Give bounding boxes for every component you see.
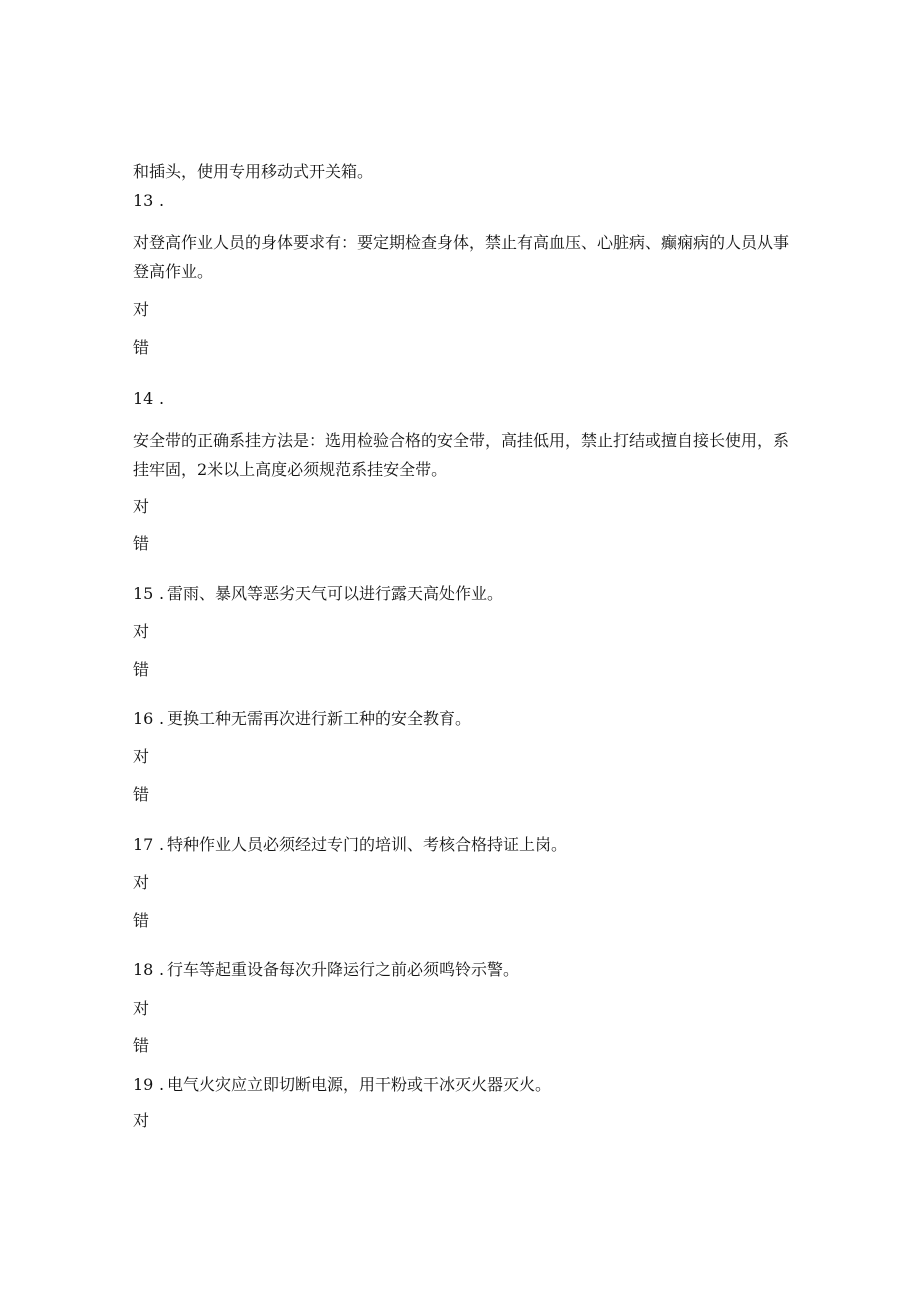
question-18 <box>133 956 519 984</box>
question-19-option-true[interactable]: 对 <box>133 1111 150 1130</box>
question-text: 行车等起重设备每次升降运行之前必须鸣铃示警。 <box>167 960 520 979</box>
question-13-option-true[interactable]: 对 <box>133 300 150 319</box>
question-16 <box>133 705 471 733</box>
question-text: 特种作业人员必须经过专门的培训、考核合格持证上岗。 <box>167 835 568 854</box>
question-14-text: 安全带的正确系挂方法是：选用检验合格的安全带，高挂低用，禁止打结或擅自接长使用，系挂牢固，2米以上高度必须规范系挂安全带。 <box>133 431 790 479</box>
question-dot: . <box>159 389 165 408</box>
question-text: 雷雨、暴风等恶劣天气可以进行露天高处作业。 <box>167 584 504 603</box>
question-dot: . <box>159 709 165 728</box>
question-13-text: 对登高作业人员的身体要求有：要定期检查身体，禁止有高血压、心脏病、癫痫病的人员从事登高作业。 <box>133 233 790 281</box>
question-15-option-true[interactable]: 对 <box>133 622 150 641</box>
question-dot: . <box>159 584 165 603</box>
question-15 <box>133 580 503 608</box>
continuation-text: 和插头，使用专用移动式开关箱。 <box>133 162 374 181</box>
question-18-option-false[interactable]: 错 <box>133 1036 150 1055</box>
question-dot: . <box>159 1075 165 1094</box>
question-14-number <box>133 385 167 413</box>
question-13-option-false[interactable]: 错 <box>133 338 150 357</box>
question-16-option-true[interactable]: 对 <box>133 747 150 766</box>
question-number: 17 <box>133 835 154 854</box>
question-15-option-false[interactable]: 错 <box>133 660 150 679</box>
question-17-option-false[interactable]: 错 <box>133 911 150 930</box>
question-17 <box>133 831 567 859</box>
question-number: 19 <box>133 1075 154 1094</box>
question-number: 13 <box>133 191 154 210</box>
question-13-number <box>133 187 167 215</box>
question-17-option-true[interactable]: 对 <box>133 873 150 892</box>
question-dot: . <box>159 835 165 854</box>
question-text: 更换工种无需再次进行新工种的安全教育。 <box>167 709 472 728</box>
question-16-option-false[interactable]: 错 <box>133 785 150 804</box>
question-dot: . <box>159 960 165 979</box>
question-number: 18 <box>133 960 154 979</box>
question-14-option-true[interactable]: 对 <box>133 497 150 516</box>
question-dot: . <box>159 191 165 210</box>
question-18-option-true[interactable]: 对 <box>133 999 150 1018</box>
question-text: 电气火灾应立即切断电源，用干粉或干冰灭火器灭火。 <box>167 1075 552 1094</box>
question-number: 15 <box>133 584 154 603</box>
question-number: 16 <box>133 709 154 728</box>
question-19 <box>133 1071 551 1099</box>
question-14-option-false[interactable]: 错 <box>133 534 150 553</box>
question-number: 14 <box>133 389 154 408</box>
